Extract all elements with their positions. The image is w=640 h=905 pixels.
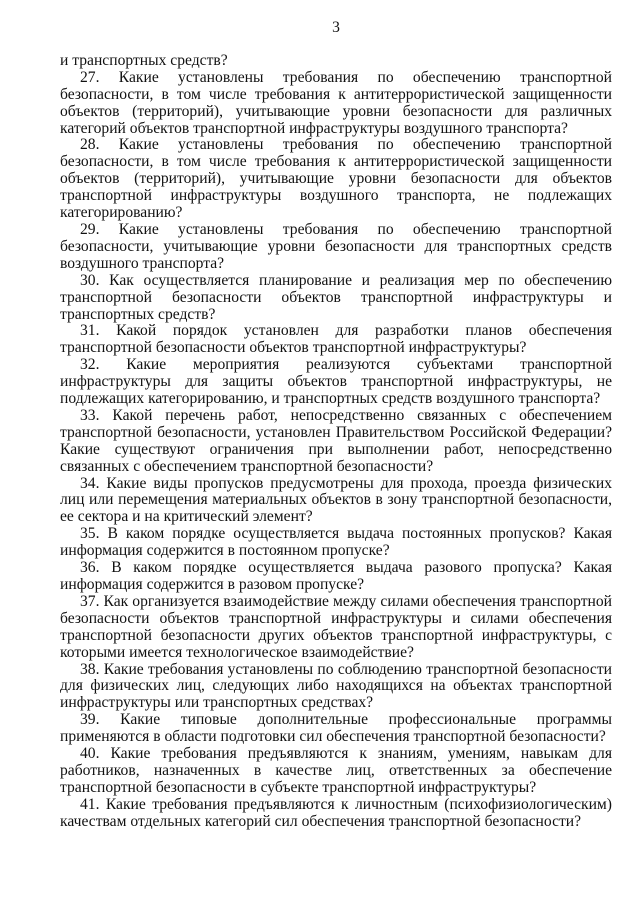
- question-paragraph: 30. Как осуществляется планирование и реализация мер по обеспечению транспортной безопасности объектов транспортной инфраструктуры и транспортных средств?: [60, 271, 612, 323]
- question-paragraph: 41. Какие требования предъявляются к личностным (психофизиологическим) качествам отдельных категорий сил обеспечения транспортной безопасности?: [60, 795, 612, 830]
- question-paragraph: 33. Какой перечень работ, непосредственно связанных с обеспечением транспортной безопасности, установлен Правительством Российской Федерации? Какие существуют ограничения при выполнении работ, непосредственно связанных с обеспечением транспортной безопасности?: [60, 406, 612, 475]
- question-paragraph: 40. Какие требования предъявляются к знаниям, умениям, навыкам для работников, назначенных в качестве лиц, ответственных за обеспечение транспортной безопасности в субъекте транспортной инфраструктуры?: [60, 745, 612, 796]
- question-paragraph: 35. В каком порядке осуществляется выдача постоянных пропусков? Какая информация содержится в постоянном пропуске?: [60, 525, 612, 560]
- question-paragraph: 29. Какие установлены требования по обеспечению транспортной безопасности, учитывающие уровни безопасности для транспортных средств воздушного транспорта?: [60, 220, 612, 272]
- question-paragraph: 27. Какие установлены требования по обеспечению транспортной безопасности, в том числе требования к антитеррористической защищенности объектов (территорий), учитывающие уровни безопасности для различных категорий объектов транспортной инфраструктуры воздушного транспорта?: [60, 68, 612, 137]
- question-paragraph: 28. Какие установлены требования по обеспечению транспортной безопасности, в том числе требования к антитеррористической защищенности объектов (территорий), учитывающие уровни безопасности для объектов транспортной инфраструктуры воздушного транспорта, не подлежащих категорированию?: [60, 136, 612, 222]
- question-paragraph: 36. В каком порядке осуществляется выдача разового пропуска? Какая информация содержится в разовом пропуске?: [60, 559, 612, 593]
- document-page: [60, 20, 612, 831]
- page-number: 3: [332, 19, 340, 36]
- paragraph-continuation: и транспортных средств?: [60, 51, 228, 69]
- question-paragraph: 37. Как организуется взаимодействие между силами обеспечения транспортной безопасности объектов транспортной инфраструктуры и силами обеспечения транспортной безопасности других объектов транспортной инфраструктуры, с которыми имеется технологическое взаимодействие?: [60, 592, 612, 661]
- question-paragraph: 32. Какие мероприятия реализуются субъектами транспортной инфраструктуры для защиты объектов транспортной инфраструктуры, не подлежащих категорированию, и транспортных средств воздушного транспорта?: [60, 356, 612, 408]
- question-paragraph: 38. Какие требования установлены по соблюдению транспортной безопасности для физических лиц, следующих либо находящихся на объектах транспортной инфраструктуры или транспортных средствах?: [60, 660, 612, 712]
- question-paragraph: 34. Какие виды пропусков предусмотрены для прохода, проезда физических лиц или перемещения материальных объектов в зону транспортной безопасности, ее сектора и на критический элемент?: [60, 474, 612, 526]
- document-body: [60, 53, 612, 831]
- question-paragraph: 31. Какой порядок установлен для разработки планов обеспечения транспортной безопасности объектов транспортной инфраструктуры?: [60, 322, 612, 357]
- question-paragraph: 39. Какие типовые дополнительные профессиональные программы применяются в области подготовки сил обеспечения транспортной безопасности?: [60, 711, 612, 746]
